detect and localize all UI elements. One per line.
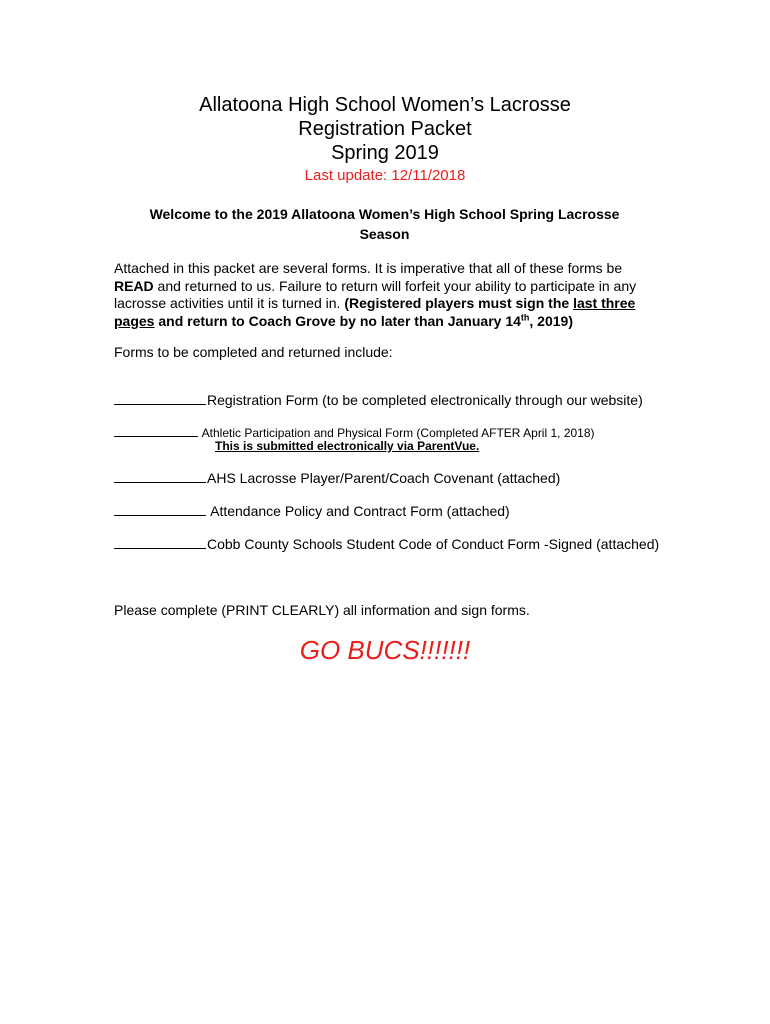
- intro-read: READ: [114, 277, 154, 294]
- form-item-label: AHS Lacrosse Player/Parent/Coach Covenant (attached): [207, 470, 561, 486]
- intro-last-three-pages: last three pages: [114, 295, 636, 329]
- intro-text-2: and returned to us. Failure to return will forfeit your ability to participate in any lacrosse activities until it is turned in.: [114, 277, 637, 311]
- last-update: Last update: 12/11/2018: [304, 167, 466, 184]
- title-block: [0, 93, 770, 186]
- form-item-label: Athletic Participation and Physical Form (Completed AFTER April 1, 2018): [199, 426, 595, 440]
- go-bucs-slogan: GO BUCS!!!!!!!: [299, 635, 471, 665]
- signature-blank[interactable]: [114, 535, 206, 549]
- intro-text-1: Attached in this packet are several forms. It is imperative that all of these forms be: [114, 260, 623, 276]
- welcome-heading: [112, 204, 657, 244]
- form-item-code-of-conduct: [114, 535, 659, 553]
- closing-instruction: Please complete (PRINT CLEARLY) all information and sign forms.: [114, 602, 530, 618]
- athletic-note: This is submitted electronically via ParentVue.: [215, 439, 480, 453]
- intro-sup: th: [520, 311, 530, 322]
- form-item-attendance: [114, 502, 510, 520]
- form-item-label: Registration Form (to be completed electronically through our website): [207, 392, 643, 408]
- form-item-registration: [114, 391, 643, 409]
- signature-blank[interactable]: [114, 469, 206, 483]
- page-title: Allatoona High School Women’s Lacrosse: [199, 94, 571, 116]
- signature-blank[interactable]: [114, 391, 206, 405]
- page-subtitle: Registration Packet: [298, 118, 472, 140]
- signature-blank[interactable]: [114, 502, 206, 516]
- intro-paragraph: [114, 260, 654, 330]
- form-item-covenant: [114, 469, 560, 487]
- intro-bold-3: , 2019): [529, 312, 573, 329]
- intro-bold-2: and return to Coach Grove by no later than January 14: [154, 312, 521, 329]
- form-item-label: Attendance Policy and Contract Form (attached): [207, 503, 510, 519]
- welcome-line-2: Season: [359, 226, 410, 242]
- welcome-line-1: Welcome to the 2019 Allatoona Women’s High School Spring Lacrosse: [149, 206, 620, 222]
- season-label: Spring 2019: [331, 142, 439, 164]
- form-item-label: Cobb County Schools Student Code of Conduct Form -Signed (attached): [207, 536, 660, 552]
- signature-blank[interactable]: [114, 423, 198, 437]
- intro-bold-1: (Registered players must sign the: [344, 295, 574, 311]
- forms-intro: Forms to be completed and returned include:: [114, 344, 393, 360]
